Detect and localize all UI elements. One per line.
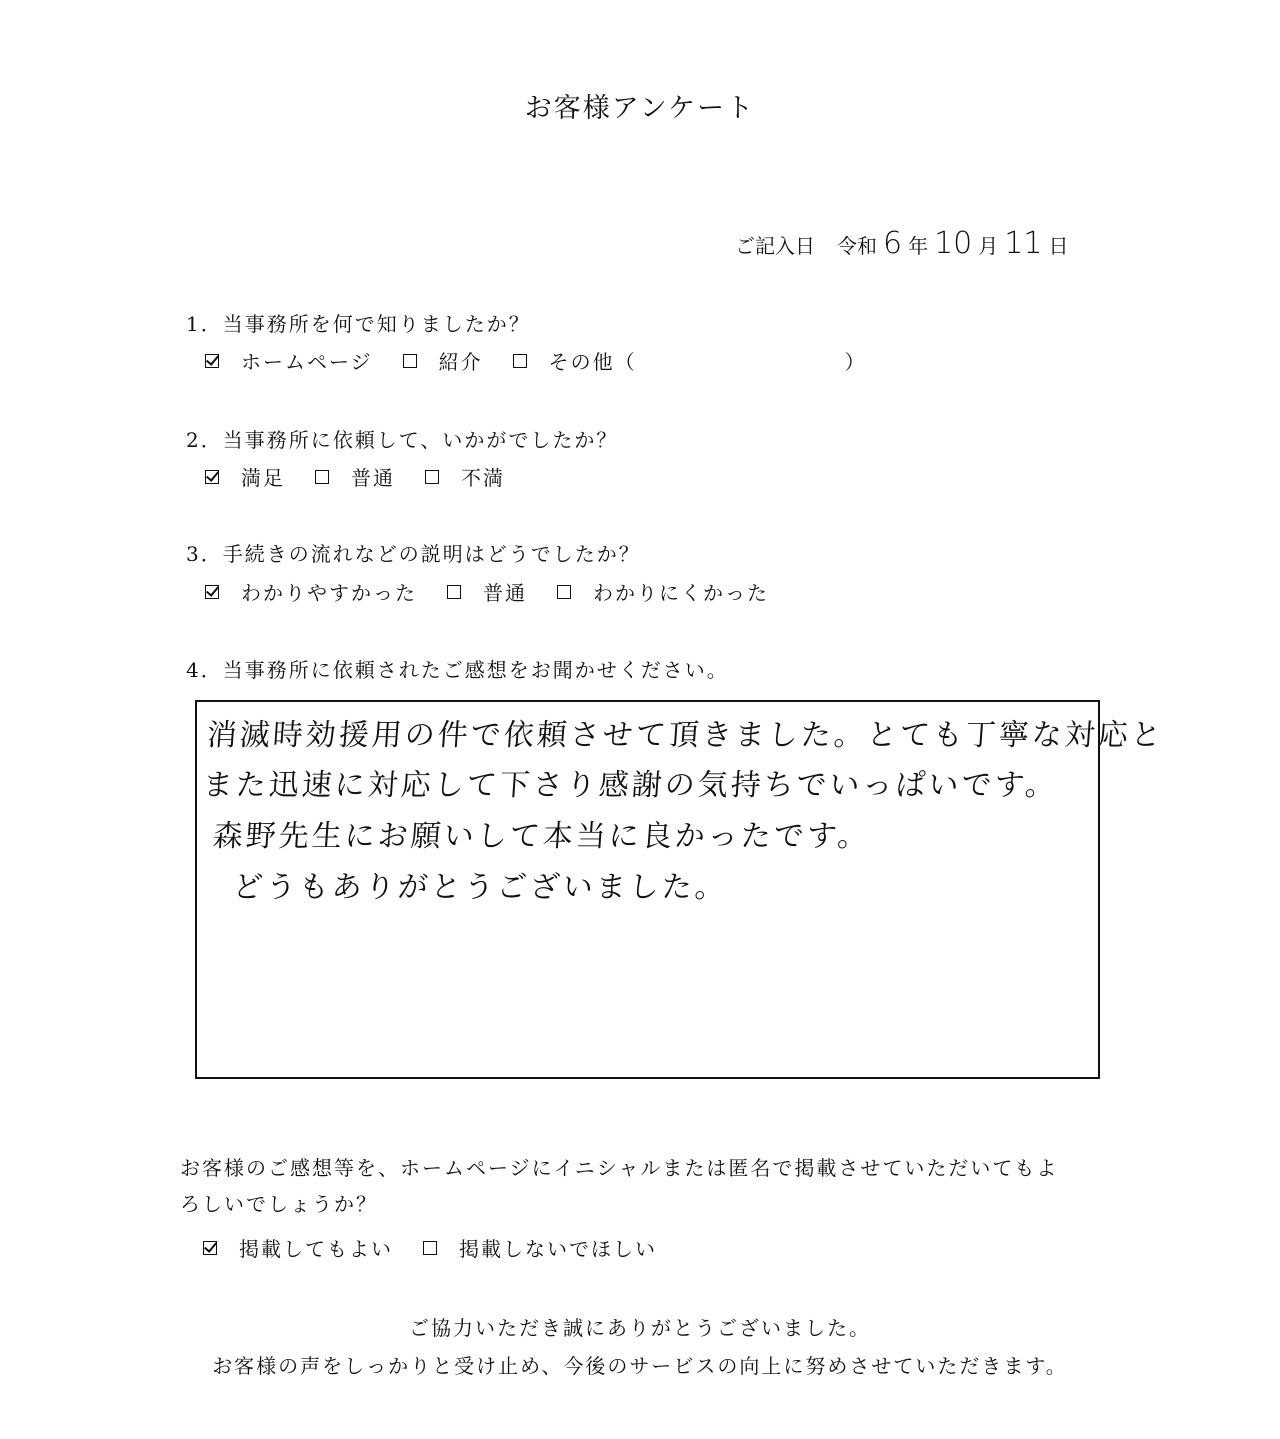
q3-option-2-checkbox[interactable] [447, 585, 461, 599]
q3-option-2-label: 普通 [483, 581, 527, 605]
q3-option-3-label: わかりにくかった [593, 581, 769, 605]
date-month-unit: 月 [978, 234, 999, 258]
question-3-options [205, 577, 769, 606]
q1-option-2-label: 紹介 [438, 350, 483, 374]
page-title: お客様アンケート [524, 93, 756, 124]
consent-option-1-checkbox[interactable] [203, 1241, 217, 1255]
q1-option-1-checkbox[interactable] [205, 354, 219, 368]
question-1-options [205, 346, 867, 375]
date-month: 10 [934, 226, 973, 261]
question-2: 2．当事務所に依頼して、いかがでしたか？ [186, 428, 619, 452]
date-era: 令和 [837, 234, 877, 258]
answer-line-4: どうもありがとうございました。 [231, 870, 729, 905]
consent-question-line-2: ろしいでしょうか？ [180, 1192, 378, 1216]
consent-question-line-1: お客様のご感想等を、ホームページにイニシャルまたは匿名で掲載させていただいてもよ [180, 1156, 1059, 1180]
date-label: ご記入日 [735, 234, 815, 258]
question-4: 4．当事務所に依頼されたご感想をお聞かせください。 [186, 658, 729, 682]
q1-option-3-checkbox[interactable] [513, 354, 527, 368]
q1-option-3-label: その他（ [548, 350, 637, 374]
q2-option-2-checkbox[interactable] [315, 470, 329, 484]
footer-message: お客様の声をしっかりと受け止め、今後のサービスの向上に努めさせていただきます。 [212, 1354, 1068, 1378]
q1-option-2-checkbox[interactable] [403, 354, 417, 368]
consent-option-2-label: 掲載しないでほしい [459, 1237, 657, 1261]
consent-options [203, 1233, 657, 1262]
question-3: 3．手続きの流れなどの説明はどうでしたか？ [186, 542, 641, 566]
consent-option-2-checkbox[interactable] [423, 1241, 437, 1255]
q2-option-3-label: 不満 [461, 466, 505, 490]
answer-line-3: 森野先生にお願いして本当に良かったです。 [211, 819, 872, 854]
q2-option-1-label: 満足 [241, 466, 285, 490]
q2-option-1-checkbox[interactable] [205, 470, 219, 484]
q3-option-1-checkbox[interactable] [205, 585, 219, 599]
question-1: 1．当事務所を何で知りましたか？ [186, 312, 531, 336]
date-day: 11 [1004, 226, 1043, 261]
date-day-unit: 日 [1048, 234, 1069, 258]
q3-option-3-checkbox[interactable] [557, 585, 571, 599]
date-year: 6 [883, 226, 903, 261]
q2-option-3-checkbox[interactable] [425, 470, 439, 484]
q2-option-2-label: 普通 [351, 466, 395, 490]
consent-option-1-label: 掲載してもよい [239, 1237, 393, 1261]
q3-option-1-label: わかりやすかった [241, 581, 417, 605]
question-2-options [205, 462, 505, 491]
consent-question [180, 1150, 1058, 1222]
answer-line-1: 消滅時効援用の件で依頼させて頂きました。とても丁寧な対応と [205, 718, 1165, 753]
date-year-unit: 年 [908, 234, 929, 258]
q1-option-1-label: ホームページ [241, 350, 373, 374]
q1-other-close: ） [844, 350, 867, 374]
answer-line-2: また迅速に対応して下さり感謝の気持ちでいっぱいです。 [201, 768, 1060, 803]
entry-date [735, 226, 1068, 261]
footer-thanks: ご協力いただき誠にありがとうございました。 [409, 1316, 871, 1340]
